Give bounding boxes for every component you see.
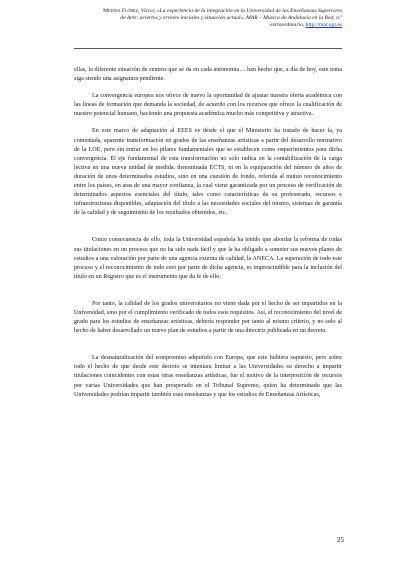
paragraph-continuation: ellas, la diferente situación de centros que se da en cada autonomía… han hecho que, a día de hoy, este tema siga siendo una asignatura pendiente. — [74, 67, 342, 83]
header-citation: , Víctor, «La experiencia de la integración en la Universidad de las Enseñanzas Superiores de Arte: aciertos y errores iniciales y situación actual», — [120, 8, 342, 22]
paragraph: En este marco de adaptación al EEES es desde el que el Ministerio ha tratado de hacer la, ya comentada, aparente transformación en grados de las enseñanzas artísticas a partir del desarrollo normativo de la LOE, pero sin entrar en los pilares fundamentales que se establecen como requerimientos para dicha convergencia. El eje fundamental de esta transformación no solo radica en la contabilización de la carga lectiva en una nueva unidad de medida, denominada ECTS, ni en la equiparación del número de años de duración de unos determinados estudios, sino en una cuestión de fondo, referida al mutuo reconocimiento entre los países, en aras de una mayor confianza, la cual viene garantizada por un proceso de verificación de determinados aspectos esenciales del título, tales como características de su profesorado, recursos e infraestructuras disponibles, adaptación del título a las necesidades sociales del mismo, sistemas de garantía de la calidad y de seguimiento de los resultados obtenidos, etc. — [74, 128, 342, 217]
header-journal: MAR – Música de Andalucía en la Red — [246, 15, 334, 22]
running-header — [102, 8, 342, 30]
header-url-link[interactable]: http://mar.ugr.es — [305, 22, 342, 29]
header-issue: , n.º extraordinario, — [270, 15, 342, 29]
body-text — [74, 66, 342, 400]
paragraph: Por tanto, la calidad de los grados universitarios no viene dada por el hecho de ser impartidos en la Universidad, sino por el cumplimiento verificado de todos esos requisitos. Así, el reconocimiento del nivel de grado para los estudios de enseñanzas artísticas, debería responder por tanto al mismo criterio, y no solo al hecho de haber desarrollado un nuevo plan de estudios a partir de una directriz publicada en un decreto. — [74, 300, 342, 335]
page-number: 25 — [337, 536, 344, 544]
paragraph: Como consecuencia de ello, toda la Universidad española ha tenido que abordar la reforma de todas sus titulaciones en un proceso que no ha sido nada fácil y que la ha obligado a someter sus nuevos planes de estudios a una valoración por parte de una agencia externa de calidad, la ANECA. La superación de todo este proceso y el reconocimiento de todo esto por parte de dicha agencia, es imprescindible para la inclusión del título en un Registro que es el instrumento que da fe de ello. — [74, 237, 342, 280]
header-divider — [74, 48, 342, 49]
paragraph: La desnaturalización del compromiso adquirido con Europa, que este hubiera supuesto, pero sobre todo el hecho de que desde este decreto se intentara limitar a las Universidades su derecho a impartir titulaciones coincidentes con estas otras enseñanzas artísticas, fue el motivo de la interposición de recursos por varias Universidades que han prosperado en el Tribunal Supremo, quien ha determinado que las Universidades podrían impartir también esas enseñanzas y que los estudios de Enseñanzas Artísticas, — [74, 355, 342, 398]
paragraph: La convergencia europea nos ofrece de nuevo la oportunidad de ajustar nuestra oferta académica con las líneas de formación que demanda la sociedad, de acuerdo con los recursos que ofrece la cualificación de nuestro potencial humano, haciendo una propuesta académica mucho más competitiva y atractiva. — [74, 93, 342, 118]
header-author: Medina Flórez — [103, 8, 138, 14]
